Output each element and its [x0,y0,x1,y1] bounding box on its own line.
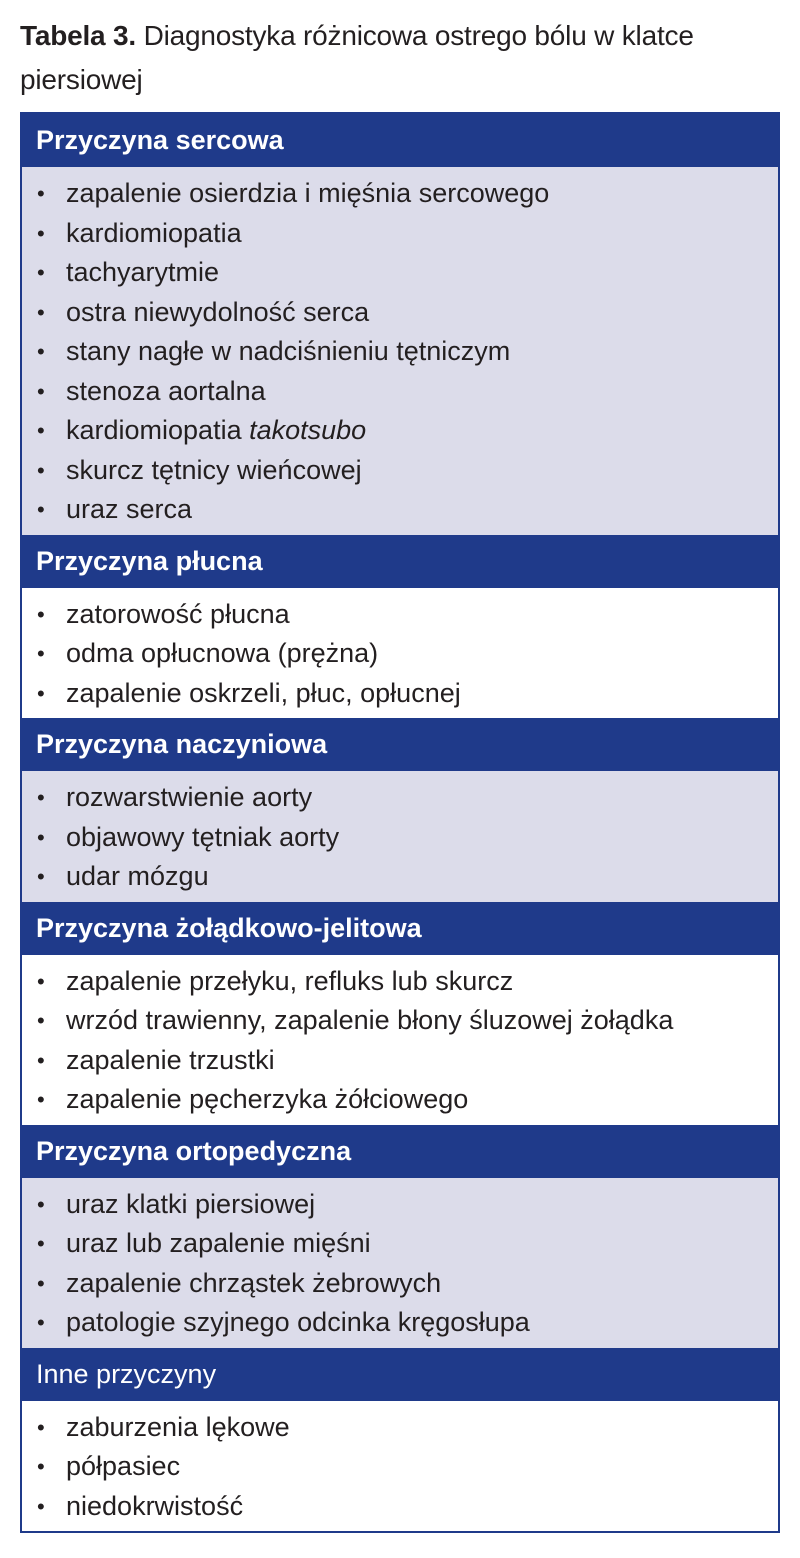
bullet-icon: • [37,1047,45,1073]
section-body-pulmonary [22,588,778,719]
list-item: • zapalenie oskrzeli, płuc, opłucnej [22,674,778,714]
list-item: • zapalenie pęcherzyka żółciowego [22,1080,778,1120]
bullet-icon: • [37,1454,45,1479]
bullet-icon: • [37,824,45,850]
bullet-icon: • [37,1270,45,1296]
bullet-icon: • [37,299,45,325]
list-item: • półpasiec [22,1447,778,1487]
bullet-icon: • [37,378,45,404]
bullet-icon: • [37,497,45,522]
list-item: • stenoza aortalna [22,372,778,412]
bullet-icon: • [37,339,45,364]
section-header-other: Inne przyczyny [22,1348,778,1401]
bullet-icon: • [37,1414,45,1440]
caption-text: Diagnostyka różnicowa ostrego bólu w klatce piersiowej [20,20,694,95]
section-body-vascular [22,771,778,902]
section-header-pulmonary: Przyczyna płucna [22,535,778,588]
section-body-gastrointestinal [22,955,778,1125]
list-item: • skurcz tętnicy wieńcowej [22,451,778,491]
bullet-icon: • [37,785,45,810]
list-item: • uraz klatki piersiowej [22,1185,778,1225]
bullet-icon: • [37,260,45,285]
section-header-orthopedic: Przyczyna ortopedyczna [22,1125,778,1178]
list-item: • tachyarytmie [22,253,778,293]
section-header-gastrointestinal: Przyczyna żołądkowo-jelitowa [22,902,778,955]
list-item: • zapalenie trzustki [22,1041,778,1081]
list-item: • zapalenie chrząstek żebrowych [22,1264,778,1304]
bullet-icon: • [37,457,45,483]
bullet-icon: • [37,1008,45,1033]
list-item: • zapalenie osierdzia i mięśnia sercowego [22,174,778,214]
bullet-icon: • [37,1310,45,1335]
list-item: • objawowy tętniak aorty [22,818,778,858]
list-item: • zaburzenia lękowe [22,1408,778,1448]
section-header-vascular: Przyczyna naczyniowa [22,718,778,771]
list-item: • uraz serca [22,490,778,530]
italic-term: takotsubo [249,415,367,445]
list-item: • zatorowość płucna [22,595,778,635]
section-body-other [22,1401,778,1532]
list-item: • kardiomiopatia takotsubo [22,411,778,451]
bullet-icon: • [37,968,45,994]
bullet-icon: • [37,1191,45,1217]
list-item: • patologie szyjnego odcinka kręgosłupa [22,1303,778,1343]
bullet-icon: • [37,181,45,206]
section-header-cardiac: Przyczyna sercowa [22,114,778,167]
list-item: • wrzód trawienny, zapalenie błony śluzowej żołądka [22,1001,778,1041]
bullet-icon: • [37,641,45,666]
table-caption [20,14,780,102]
list-item: • niedokrwistość [22,1487,778,1527]
bullet-icon: • [37,220,45,246]
list-item: • stany nagłe w nadciśnieniu tętniczym [22,332,778,372]
list-item: • zapalenie przełyku, refluks lub skurcz [22,962,778,1002]
bullet-icon: • [37,680,45,706]
bullet-icon: • [37,418,45,443]
caption-label: Tabela 3. [20,20,136,51]
bullet-icon: • [37,601,45,627]
bullet-icon: • [37,1493,45,1519]
list-item: • kardiomiopatia [22,214,778,254]
bullet-icon: • [37,864,45,889]
differential-diagnosis-table [20,112,780,1533]
bullet-icon: • [37,1087,45,1112]
list-item: • udar mózgu [22,857,778,897]
bullet-icon: • [37,1231,45,1256]
list-item: • uraz lub zapalenie mięśni [22,1224,778,1264]
section-body-cardiac [22,167,778,535]
list-item: • ostra niewydolność serca [22,293,778,333]
section-body-orthopedic [22,1178,778,1348]
list-item: • rozwarstwienie aorty [22,778,778,818]
list-item: • odma opłucnowa (prężna) [22,634,778,674]
